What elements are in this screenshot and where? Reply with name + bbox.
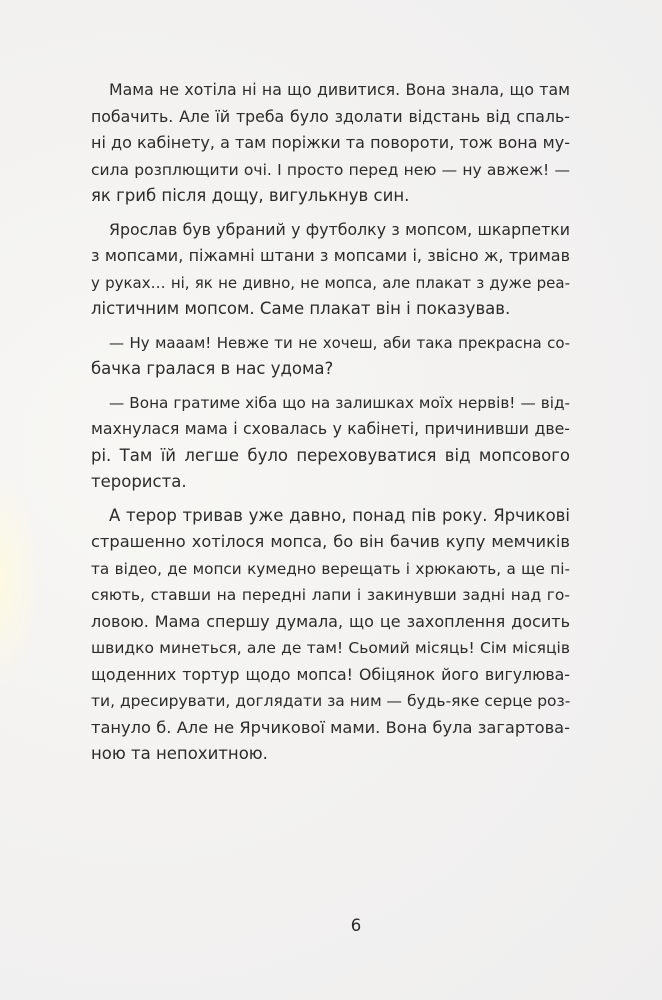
- text-line: ловою. Мама спершу думала, що це захоплення досить: [91, 611, 570, 631]
- text-line: з мопсами, піжамні штани з мопсами і, звісно ж, тримав: [91, 246, 570, 265]
- text-line: швидко минеться, але де там! Сьомий місяць! Сім місяців: [91, 639, 570, 657]
- text-line: терориста.: [91, 472, 187, 491]
- text-line: ні до кабінету, а там поріжки та повороти, тож вона му-: [91, 133, 570, 152]
- text-line: А терор тривав уже давно, понад пів року. Ярчикові: [109, 505, 570, 525]
- text-line: махнулася мама і сховалась у кабінеті, причинивши две-: [91, 419, 570, 438]
- text-line: лістичним мопсом. Саме плакат він і показував.: [91, 299, 511, 318]
- page-number: 6: [350, 916, 362, 935]
- text-line: бачка гралася в нас удома?: [91, 359, 334, 378]
- text-line: та відео, де мопси кумедно верещать і хрюкають, а ще пі-: [91, 559, 570, 578]
- paragraph: [91, 390, 570, 496]
- text-line: у руках… ні, як не дивно, не мопса, але плакат з дуже реа-: [91, 273, 570, 292]
- text-line: сяють, ставши на передні лапи і закинувши задні над го-: [91, 586, 570, 604]
- text-line: побачить. Але їй треба було здолати відстань від спаль-: [91, 106, 570, 126]
- text-line: страшенно хотілося мопса, бо він бачив купу мемчиків: [91, 532, 570, 551]
- light-glare: [0, 470, 40, 690]
- paragraph: [91, 217, 570, 323]
- text-line: Мама не хотіла ні на що дивитися. Вона знала, що там: [109, 80, 570, 99]
- paragraph: [91, 503, 570, 768]
- text-line: сила розплющити очі. І просто перед нею — ну авжеж! —: [91, 160, 570, 179]
- body-text: [91, 77, 570, 768]
- text-line: як гриб після дощу, вигулькнув син.: [91, 186, 410, 205]
- text-line: ти, дресирувати, доглядати за ним — будь-яке серце роз-: [91, 692, 571, 710]
- paragraph: [91, 77, 570, 210]
- text-line: щоденних тортур щодо мопса! Обіцянок його вигулюва-: [91, 664, 570, 684]
- text-line: Ярослав був убраний у футболку з мопсом, шкарпетки: [109, 219, 570, 239]
- paragraph: [91, 330, 570, 383]
- text-line: ною та непохитною.: [91, 744, 268, 763]
- text-line: рі. Там їй легше було переховуватися від мопсового: [91, 445, 570, 465]
- text-line: — Вона гратиме хіба що на залишках моїх нервів! — від-: [109, 393, 570, 412]
- text-line: тануло б. Але не Ярчикової мами. Вона була загартова-: [91, 717, 570, 737]
- text-line: — Ну мааам! Невже ти не хочеш, аби така прекрасна со-: [109, 333, 570, 352]
